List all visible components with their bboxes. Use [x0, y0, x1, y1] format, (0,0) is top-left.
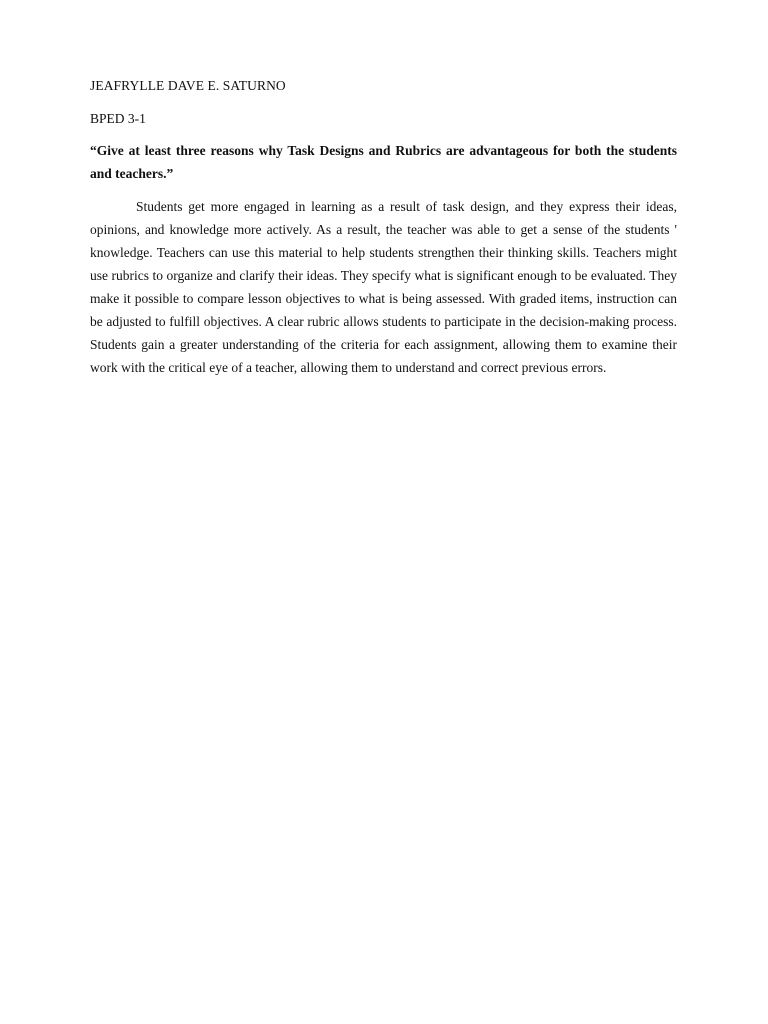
author-name: JEAFRYLLE DAVE E. SATURNO — [90, 78, 286, 93]
answer-paragraph: Students get more engaged in learning as a result of task design, and they express their ideas, opinions, and knowledge more actively. As a result, the teacher was able to get a sense of the students ' knowledge. Teachers can use this material to help students strengthen their thinking skills. Teachers might use rubrics to organize and clarify their ideas. They specify what is significant enough to be evaluated. They make it possible to compare lesson objectives to what is being assessed. With graded items, instruction can be adjusted to fulfill objectives. A clear rubric allows students to participate in the decision-making process. Students gain a greater understanding of the criteria for each assignment, allowing them to examine their work with the critical eye of a teacher, allowing them to understand and correct previous errors. — [90, 199, 677, 375]
question-prompt: “Give at least three reasons why Task Designs and Rubrics are advantageous for both the students and teachers.” — [90, 143, 677, 181]
class-section: BPED 3-1 — [90, 111, 146, 126]
